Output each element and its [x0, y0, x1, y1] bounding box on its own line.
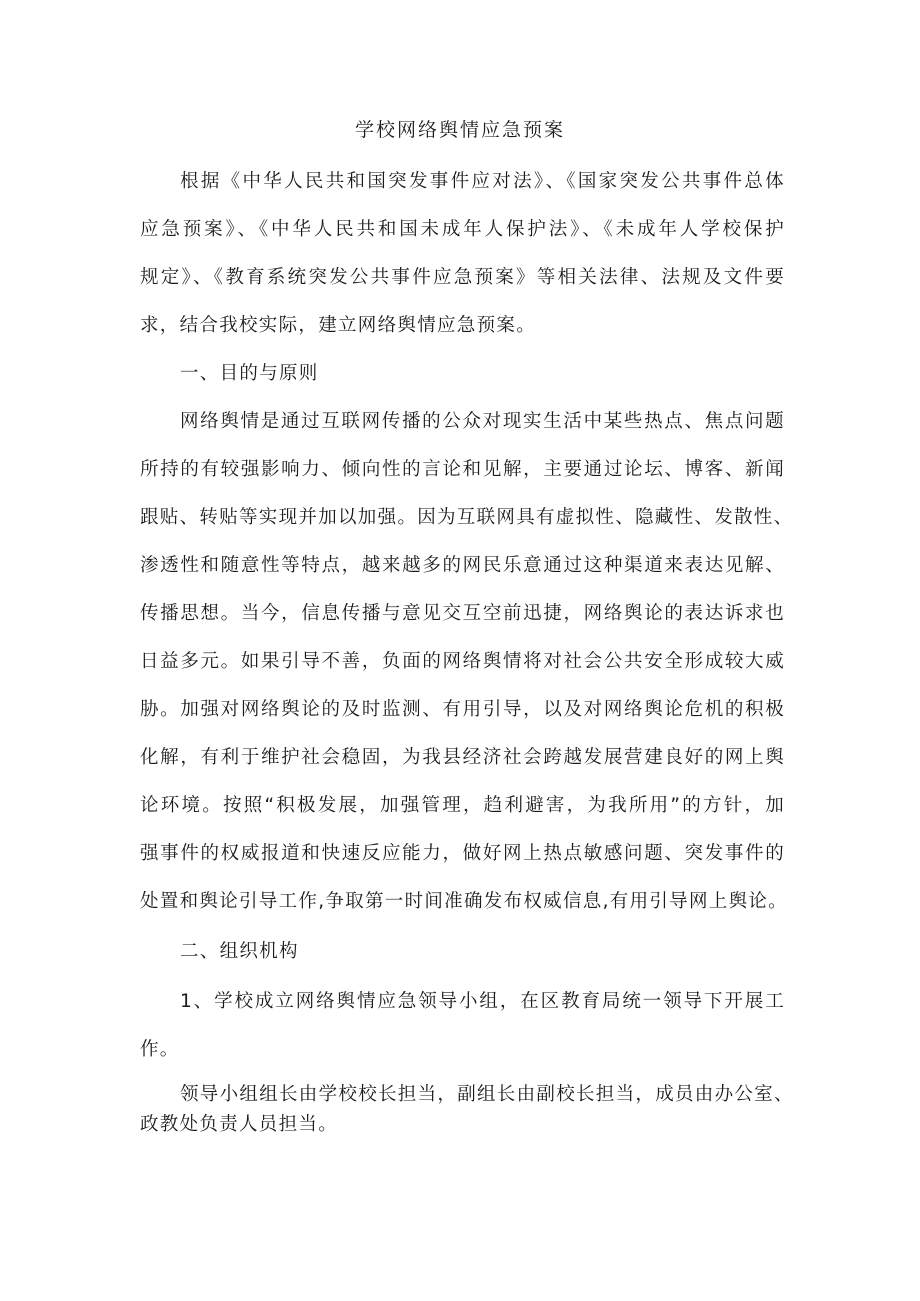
section-1-line: 处置和舆论引导工作,争取第一时间准确发布权威信息,有用引导网上舆论。 [140, 891, 788, 912]
section-1-paragraph [140, 398, 794, 926]
section-1-line: 传播思想。当今，信息传播与意见交互空前迅捷，网络舆论的表达诉求也 [140, 603, 785, 624]
section-2-item-2-line: 领导小组组长由学校校长担当，副组长由副校长担当，成员由办公室、 [180, 1084, 794, 1105]
section-1-line: 所持的有较强影响力、倾向性的言论和见解，主要通过论坛、博客、新闻 [140, 459, 785, 480]
section-1-line: 强事件的权威报道和快速反应能力，做好网上热点敏感问题、突发事件的 [140, 843, 785, 864]
section-1-line: 论环境。按照“积极发展，加强管理，趋利避害，为我所用”的方针，加 [140, 795, 785, 816]
section-2-heading: 二、组织机构 [180, 941, 299, 962]
intro-line: 应急预案》、《中华人民共和国未成年人保护法》、《未成年人学校保护 [140, 219, 785, 240]
section-2-item-1-line: 作。 [140, 1039, 180, 1060]
section-2-item-2-line: 政教处负责人员担当。 [140, 1114, 339, 1135]
section-1-line: 胁。加强对网络舆论的及时监测、有用引导，以及对网络舆论危机的积极 [140, 699, 785, 720]
section-1-line: 跟贴、转贴等实现并加以加强。因为互联网具有虚拟性、隐藏性、发散性、 [140, 507, 794, 528]
section-1-line: 化解，有利于维护社会稳固，为我县经济社会跨越发展营建良好的网上舆 [140, 747, 785, 768]
section-2-item-2 [140, 1080, 794, 1140]
section-1-line: 日益多元。如果引导不善，负面的网络舆情将对社会公共安全形成较大威 [140, 651, 785, 672]
section-1-line: 渗透性和随意性等特点，越来越多的网民乐意通过这种渠道来表达见解、 [140, 555, 785, 576]
section-2-item-1 [140, 978, 785, 1074]
intro-paragraph [140, 158, 785, 350]
intro-line: 求，结合我校实际，建立网络舆情应急预案。 [140, 315, 537, 336]
section-1-heading: 一、目的与原则 [180, 363, 319, 384]
intro-line: 规定》、《教育系统突发公共事件应急预案》等相关法律、法规及文件要 [140, 267, 785, 288]
intro-line: 根据《中华人民共和国突发事件应对法》、《国家突发公共事件总体 [180, 171, 785, 192]
document-title: 学校网络舆情应急预案 [354, 119, 565, 141]
section-1-line: 网络舆情是通过互联网传播的公众对现实生活中某些热点、焦点问题 [180, 411, 785, 432]
section-2-item-1-line: 1、学校成立网络舆情应急领导小组，在区教育局统一领导下开展工 [180, 991, 785, 1012]
